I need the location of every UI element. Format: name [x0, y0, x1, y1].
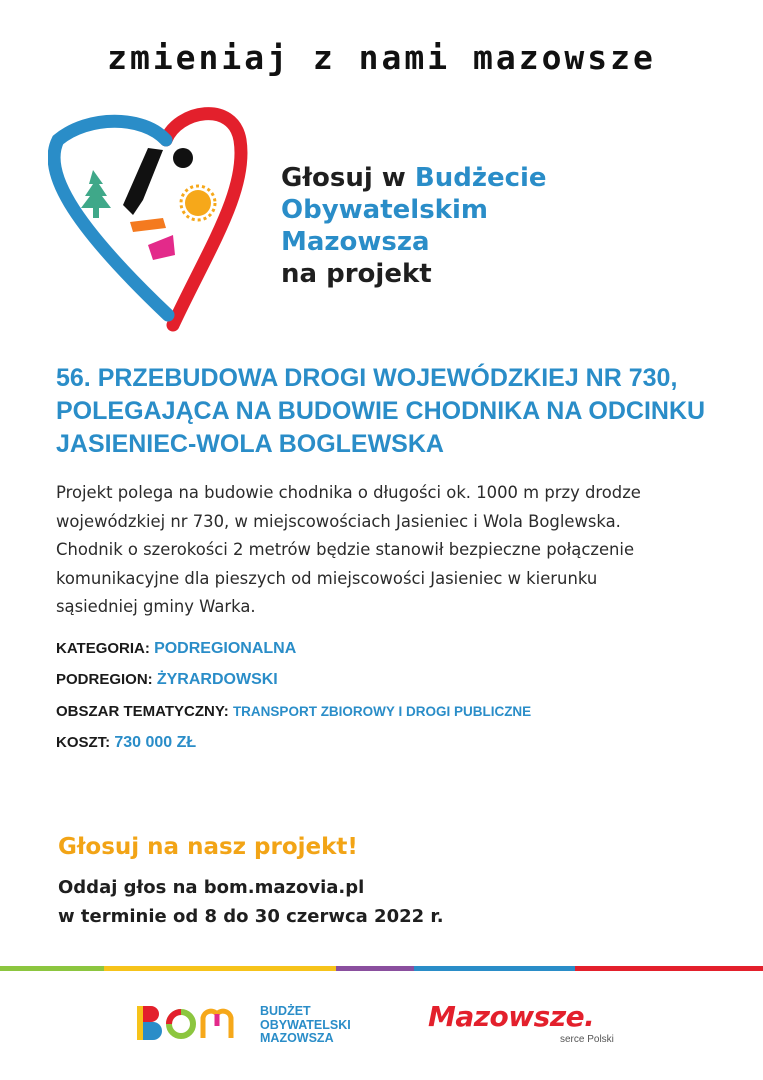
- cta-details: [58, 873, 444, 931]
- description-line: sąsiedniej gminy Warka.: [56, 597, 256, 616]
- cta-headline: Głosuj na nasz projekt!: [58, 834, 358, 860]
- meta-cost: [56, 734, 196, 752]
- intro-line1-blue: Budżecie: [414, 163, 547, 193]
- project-title-line: JASIENIEC-WOLA BOGLEWSKA: [56, 430, 444, 458]
- cta-line2: w terminie od 8 do 30 czerwca 2022 r.: [58, 906, 444, 927]
- intro-line1-dark: Głosuj w: [281, 163, 415, 193]
- project-description: [56, 479, 716, 622]
- category-label: KATEGORIA:: [56, 640, 150, 657]
- campaign-slogan: zmieniaj z nami mazowsze: [107, 38, 656, 77]
- stripe-blue: [414, 966, 575, 971]
- mazowsze-tagline: serce Polski: [560, 1034, 614, 1045]
- stripe-yellow: [104, 966, 336, 971]
- vote-intro: [281, 162, 547, 290]
- cost-label: KOSZT:: [56, 734, 111, 751]
- project-title: [56, 362, 736, 461]
- meta-subregion: [56, 671, 278, 689]
- project-title-line: POLEGAJĄCA NA BUDOWIE CHODNIKA NA ODCINKU: [56, 397, 706, 425]
- bom-line: BUDŻET: [260, 1004, 311, 1018]
- meta-area: [56, 703, 531, 720]
- bom-line: OBYWATELSKI: [260, 1017, 351, 1032]
- subregion-label: PODREGION:: [56, 671, 153, 688]
- area-value: TRANSPORT ZBIOROWY I DROGI PUBLICZNE: [232, 704, 532, 719]
- stripe-red: [575, 966, 763, 971]
- bom-line: MAZOWSZA: [260, 1031, 334, 1045]
- intro-line4: na projekt: [281, 259, 432, 289]
- description-line: Projekt polega na budowie chodnika o długości ok. 1000 m przy drodze: [56, 483, 641, 502]
- subregion-value: ŻYRARDOWSKI: [156, 671, 278, 688]
- area-label: OBSZAR TEMATYCZNY:: [56, 703, 229, 720]
- intro-line3: Mazowsza: [281, 227, 430, 257]
- heart-face-logo-icon: [48, 100, 248, 332]
- category-value: PODREGIONALNA: [154, 640, 297, 657]
- intro-line2: Obywatelskim: [281, 195, 488, 225]
- description-line: wojewódzkiej nr 730, w miejscowościach Jasieniec i Wola Boglewska.: [56, 511, 621, 531]
- cost-value: 730 000 ZŁ: [114, 734, 197, 751]
- stripe-green: [0, 966, 104, 971]
- stripe-purple: [336, 966, 414, 971]
- description-line: Chodnik o szerokości 2 metrów będzie stanowił bezpieczne połączenie: [56, 540, 635, 559]
- bom-logo-icon: [135, 1004, 257, 1042]
- mazowsze-logo-icon: Mazowsze.: [428, 1000, 595, 1033]
- project-title-line: 56. PRZEBUDOWA DROGI WOJEWÓDZKIEJ NR 730,: [56, 364, 678, 392]
- bom-text: [260, 1005, 351, 1046]
- meta-category: [56, 640, 296, 658]
- description-line: komunikacyjne dla pieszych od miejscowości Jasieniec w kierunku: [56, 568, 598, 588]
- cta-line1: Oddaj głos na bom.mazovia.pl: [58, 877, 365, 898]
- color-stripe: [0, 966, 763, 971]
